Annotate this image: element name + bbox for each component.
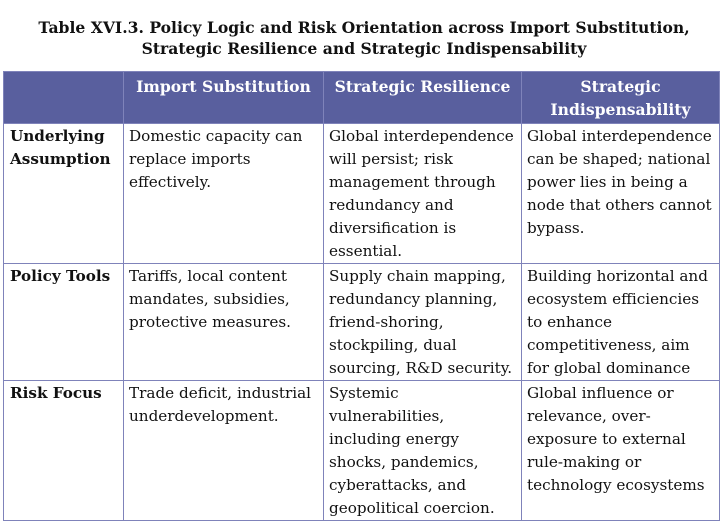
table-cell: Building horizontal and ecosystem efficiencies to enhance competitiveness, aim for global dominance <box>522 264 720 381</box>
row-header-underlying-assumption: Underlying Assumption <box>4 124 124 264</box>
table-cell: Trade deficit, industrial underdevelopment. <box>124 381 324 521</box>
table-cell: Domestic capacity can replace imports effectively. <box>124 124 324 264</box>
column-header-strategic-resilience: Strategic Resilience <box>324 72 522 124</box>
column-header-import-substitution: Import Substitution <box>124 72 324 124</box>
table-cell: Global interdependence will persist; risk management through redundancy and diversification is essential. <box>324 124 522 264</box>
header-row <box>4 72 720 124</box>
column-header-strategic-indispensability: Strategic Indispensability <box>522 72 720 124</box>
table-row <box>4 124 720 264</box>
table-caption <box>0 17 728 59</box>
table-cell: Supply chain mapping, redundancy planning, friend-shoring, stockpiling, dual sourcing, R&D security. <box>324 264 522 381</box>
table-cell: Global interdependence can be shaped; national power lies in being a node that others cannot bypass. <box>522 124 720 264</box>
table-row <box>4 264 720 381</box>
table-caption-line-2: Strategic Resilience and Strategic Indispensability <box>141 39 587 58</box>
table-cell: Global influence or relevance, over-exposure to external rule-making or technology ecosystems <box>522 381 720 521</box>
table-cell: Systemic vulnerabilities, including energy shocks, pandemics, cyberattacks, and geopolitical coercion. <box>324 381 522 521</box>
table-row <box>4 381 720 521</box>
table-cell: Tariffs, local content mandates, subsidies, protective measures. <box>124 264 324 381</box>
table-caption-line-1: Table XVI.3. Policy Logic and Risk Orientation across Import Substitution, <box>38 18 690 37</box>
policy-comparison-table <box>3 71 720 521</box>
row-header-risk-focus: Risk Focus <box>4 381 124 521</box>
header-corner <box>4 72 124 124</box>
row-header-policy-tools: Policy Tools <box>4 264 124 381</box>
